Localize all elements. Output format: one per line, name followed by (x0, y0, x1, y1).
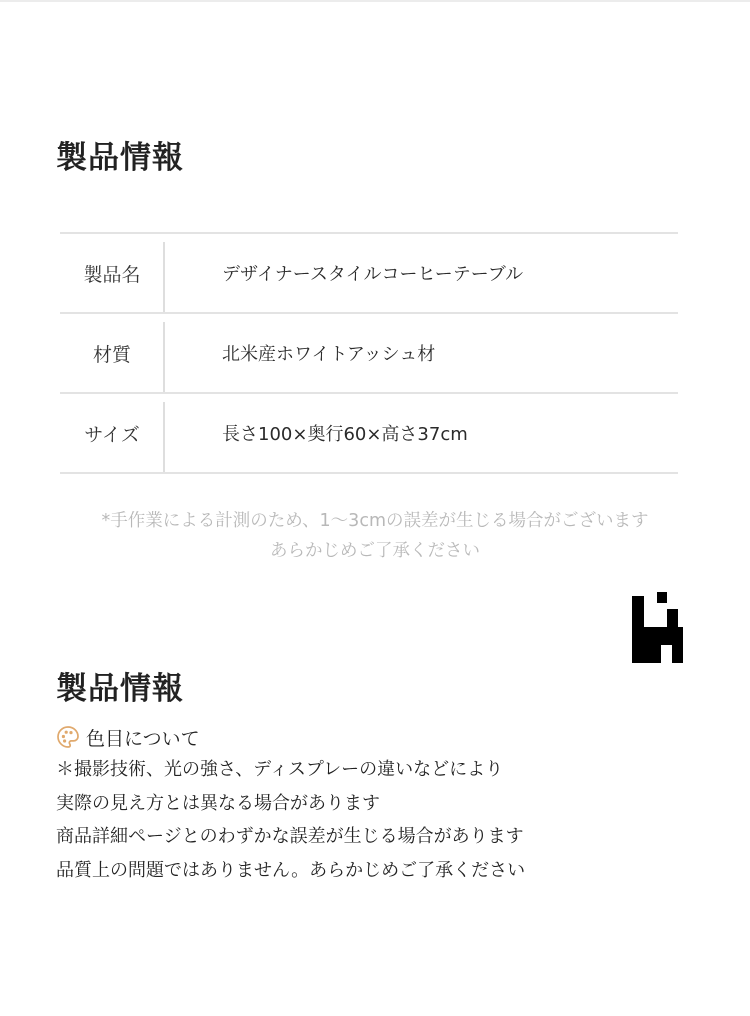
spec-value-size: 長さ100×奥行60×高さ37cm (222, 424, 468, 445)
spec-table (60, 232, 678, 474)
brand-logo-icon (632, 592, 683, 663)
measurement-note (40, 506, 710, 566)
spec-value-product-name: デザイナースタイルコーヒーテーブル (222, 264, 524, 285)
table-row (60, 232, 678, 312)
notice-line: 実際の見え方とは異なる場合があります (56, 792, 380, 814)
spec-value-material: 北米産ホワイトアッシュ材 (222, 344, 436, 365)
palette-icon (56, 725, 80, 749)
note-line: *手作業による計測のため、1〜3cmの誤差が生じる場合がございます (101, 511, 649, 531)
spec-label-material: 材質 (92, 343, 131, 366)
notice-line: 商品詳細ページとのわずかな誤差が生じる場合があります (56, 826, 524, 847)
column-divider (163, 322, 165, 392)
color-notice-heading (56, 724, 200, 750)
table-row (60, 312, 678, 392)
column-divider (163, 242, 165, 312)
spec-label-size: サイズ (84, 423, 140, 446)
column-divider (163, 402, 165, 472)
notice-line: 品質上の問題ではありません。あらかじめご了承ください (56, 859, 526, 881)
top-divider (0, 0, 750, 2)
notice-line: ＊撮影技術、光の強さ、ディスプレーの違いなどにより (56, 759, 504, 780)
section-title-color: 製品情報 (56, 671, 184, 707)
section-title-spec: 製品情報 (56, 140, 184, 176)
note-line: あらかじめご了承ください (270, 541, 480, 561)
color-notice-heading-label: 色目について (86, 727, 200, 750)
table-row (60, 392, 678, 474)
color-notice-body (56, 753, 525, 887)
spec-label-product-name: 製品名 (83, 263, 141, 286)
